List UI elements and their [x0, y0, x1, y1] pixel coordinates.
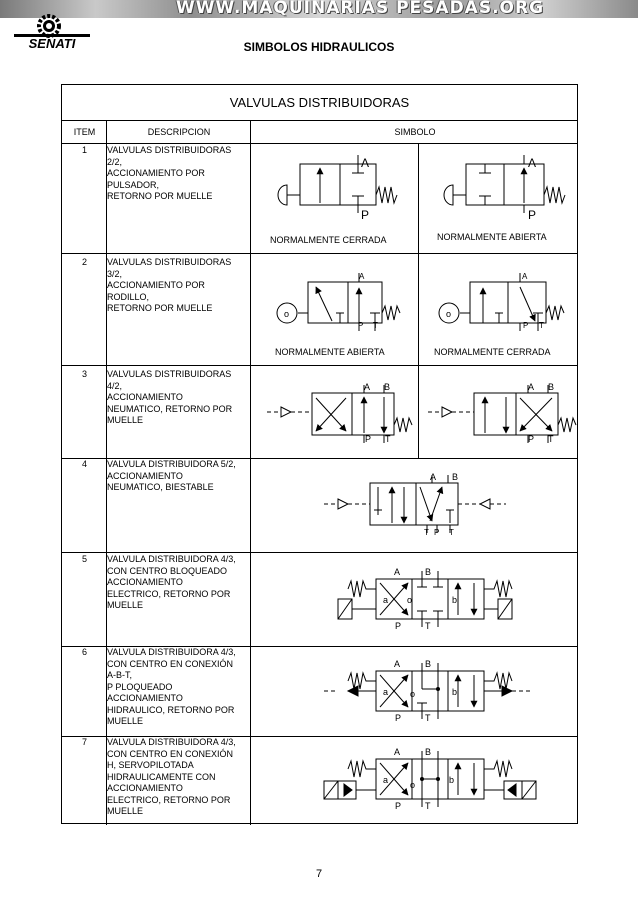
port-p-label: P — [528, 208, 537, 222]
valve-2-2-no-symbol — [444, 155, 565, 213]
port-t-label: T — [548, 434, 554, 444]
position-b-label: b — [452, 595, 458, 605]
column-header-description: DESCRIPCION — [147, 127, 211, 137]
logo-text: SENATI — [28, 36, 76, 50]
item-description: VALVULAS DISTRIBUIDORAS 4/2, ACCIONAMIENTO NEUMATICO, RETORNO POR MUELLE — [107, 369, 233, 425]
port-b-label: B — [548, 382, 555, 392]
item-description: VALVULAS DISTRIBUIDORAS 3/2, ACCIONAMIENTO POR RODILLO, RETORNO POR MUELLE — [107, 257, 232, 313]
item-description: VALVULA DISTRIBUIDORA 4/3, CON CENTRO EN CONEXIÓN H, SERVOPILOTADA HIDRAULICAMENTE CON ACCIONAMIENTO ELECTRICO, RETORNO POR MUELLE — [107, 737, 236, 816]
item-number: 1 — [81, 145, 87, 155]
symbol-caption: NORMALMENTE CERRADA — [270, 235, 387, 245]
port-p-label: P — [361, 208, 370, 222]
port-t-label: T — [373, 321, 378, 330]
position-a-label: a — [383, 775, 389, 785]
item-description: VALVULA DISTRIBUIDORA 4/3, CON CENTRO BLOQUEADO ACCIONAMIENTO ELECTRICO, RETORNO POR MUELLE — [107, 554, 236, 610]
port-b-label: B — [425, 747, 432, 757]
port-a-label: A — [430, 472, 437, 482]
position-o-label: o — [410, 780, 416, 790]
valve-5-2-bistable-symbol — [324, 475, 506, 533]
valve-3-2-nc-symbol — [439, 273, 564, 331]
column-header-item: ITEM — [73, 127, 96, 137]
port-t-label: T — [424, 528, 429, 537]
item-number: 5 — [81, 554, 87, 564]
roller-label: o — [284, 309, 290, 319]
valve-table — [61, 84, 578, 824]
port-a-label: A — [528, 382, 535, 392]
port-p-label: P — [358, 321, 364, 330]
symbol-caption: NORMALMENTE CERRADA — [434, 347, 551, 357]
port-a-label: A — [361, 156, 370, 170]
position-a-label: a — [383, 687, 389, 697]
port-a-label: A — [364, 382, 371, 392]
item-number: 4 — [81, 459, 87, 469]
port-p-label: P — [523, 321, 529, 330]
position-b-label: b — [452, 687, 458, 697]
port-b-label: B — [425, 659, 432, 669]
table-title: VALVULAS DISTRIBUIDORAS — [62, 85, 577, 121]
port-p-label: P — [365, 434, 372, 444]
port-b-label: B — [384, 382, 391, 392]
column-header-symbol: SIMBOLO — [394, 127, 436, 137]
port-t-label: T — [449, 528, 454, 537]
port-a-label: A — [394, 659, 401, 669]
document-title: SIMBOLOS HIDRAULICOS — [243, 40, 395, 54]
port-t-label: T — [425, 713, 431, 723]
port-a-label: A — [522, 272, 528, 281]
valve-4-3-closed-center-symbol — [338, 571, 512, 627]
port-p-label: P — [395, 801, 402, 811]
valve-2-2-nc-symbol — [278, 155, 397, 213]
item-description: VALVULA DISTRIBUIDORA 4/3, CON CENTRO EN CONEXIÓN A-B-T, P PLOQUEADO ACCIONAMIENTO HIDRAULICO, RETORNO POR MUELLE — [107, 647, 236, 726]
position-b-label: b — [449, 775, 455, 785]
page-number: 7 — [315, 868, 323, 880]
port-p-label: P — [395, 621, 402, 631]
valve-4-3-h-center-symbol — [324, 751, 536, 807]
port-a-label: A — [394, 567, 401, 577]
valve-4-3-abt-center-symbol — [324, 663, 532, 719]
item-number: 6 — [81, 647, 87, 657]
symbol-caption: NORMALMENTE ABIERTA — [275, 347, 385, 357]
roller-label: o — [446, 309, 452, 319]
port-p-label: P — [395, 713, 402, 723]
position-a-label: a — [383, 595, 389, 605]
hydraulic-symbols-diagram — [62, 85, 579, 825]
port-b-label: B — [452, 472, 459, 482]
port-t-label: T — [539, 321, 544, 330]
item-number: 3 — [81, 369, 87, 379]
symbol-caption: NORMALMENTE ABIERTA — [437, 232, 547, 242]
port-a-label: A — [394, 747, 401, 757]
item-number: 7 — [81, 737, 87, 747]
port-t-label: T — [425, 621, 431, 631]
item-description: VALVULAS DISTRIBUIDORAS 2/2, ACCIONAMIENTO POR PULSADOR, RETORNO POR MUELLE — [107, 145, 232, 201]
port-p-label: P — [528, 434, 535, 444]
port-p-label: P — [434, 528, 440, 537]
port-t-label: T — [385, 434, 391, 444]
item-number: 2 — [81, 257, 87, 267]
port-t-label: T — [425, 801, 431, 811]
port-a-label: A — [359, 272, 365, 281]
port-a-label: A — [528, 156, 537, 170]
valve-4-2-pneumatic-symbol — [428, 385, 576, 443]
item-description: VALVULA DISTRIBUIDORA 5/2, ACCIONAMIENTO NEUMATICO, BIESTABLE — [107, 459, 236, 492]
position-o-label: o — [407, 595, 413, 605]
valve-3-2-no-symbol — [277, 273, 400, 331]
port-b-label: B — [425, 567, 432, 577]
banner-text: WWW.MAQUINARIAS PESADAS.ORG — [176, 0, 545, 18]
position-o-label: o — [410, 689, 416, 699]
site-banner — [0, 0, 638, 18]
